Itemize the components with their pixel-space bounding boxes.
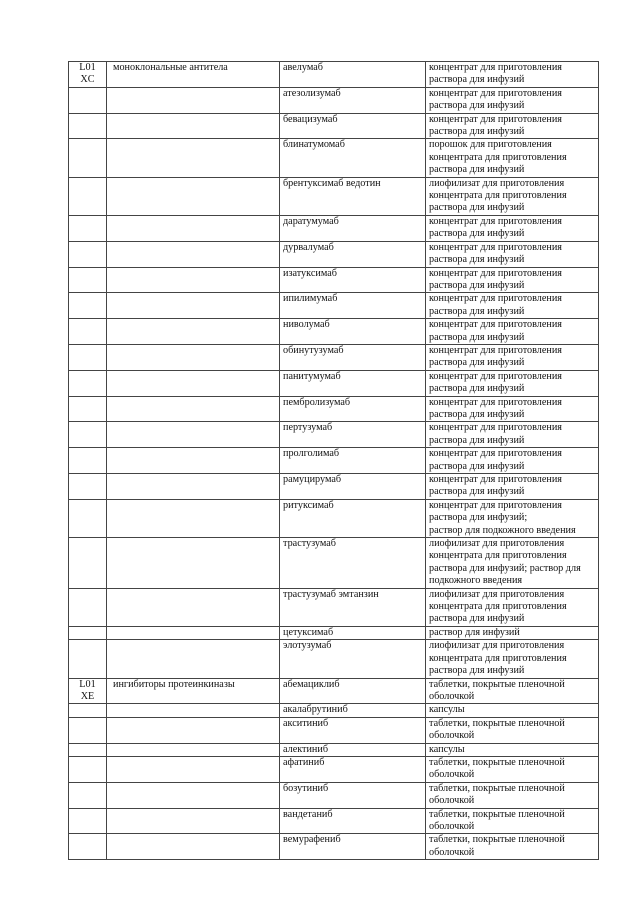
group-name-cell: [107, 808, 280, 834]
group-name-cell: [107, 834, 280, 860]
table-row: [69, 293, 599, 319]
atc-code-cell: L01 XC: [69, 62, 107, 88]
dosage-form-cell: капсулы: [426, 704, 599, 717]
drug-table-body: [69, 62, 599, 860]
drug-name-cell: акситиниб: [280, 717, 426, 743]
table-row: [69, 538, 599, 589]
dosage-form-cell: концентрат для приготовления раствора для инфузий: [426, 87, 599, 113]
table-row: [69, 678, 599, 704]
atc-code-cell: [69, 538, 107, 589]
atc-code-cell: [69, 293, 107, 319]
drug-table: [68, 61, 599, 860]
dosage-form-cell: лиофилизат для приготовления концентрата для приготовления раствора для инфузий: [426, 588, 599, 626]
atc-code-cell: [69, 448, 107, 474]
atc-code-cell: [69, 241, 107, 267]
table-row: [69, 215, 599, 241]
drug-name-cell: даратумумаб: [280, 215, 426, 241]
table-row: [69, 139, 599, 177]
table-row: [69, 62, 599, 88]
drug-name-cell: пролголимаб: [280, 448, 426, 474]
group-name-cell: [107, 499, 280, 537]
table-row: [69, 448, 599, 474]
dosage-form-cell: концентрат для приготовления раствора для инфузий: [426, 319, 599, 345]
drug-name-cell: бозутиниб: [280, 782, 426, 808]
table-row: [69, 319, 599, 345]
table-row: [69, 782, 599, 808]
table-row: [69, 756, 599, 782]
group-name-cell: [107, 267, 280, 293]
dosage-form-cell: таблетки, покрытые пленочной оболочкой: [426, 782, 599, 808]
dosage-form-cell: концентрат для приготовления раствора для инфузий: [426, 267, 599, 293]
group-name-cell: [107, 743, 280, 756]
dosage-form-cell: таблетки, покрытые пленочной оболочкой: [426, 717, 599, 743]
drug-name-cell: рамуцирумаб: [280, 474, 426, 500]
group-name-cell: [107, 640, 280, 678]
atc-code-cell: [69, 743, 107, 756]
table-row: [69, 834, 599, 860]
atc-code-cell: [69, 808, 107, 834]
dosage-form-cell: раствор для инфузий: [426, 626, 599, 639]
dosage-form-cell: таблетки, покрытые пленочной оболочкой: [426, 678, 599, 704]
dosage-form-cell: концентрат для приготовления раствора для инфузий: [426, 293, 599, 319]
group-name-cell: [107, 422, 280, 448]
drug-name-cell: ипилимумаб: [280, 293, 426, 319]
table-row: [69, 344, 599, 370]
dosage-form-cell: порошок для приготовления концентрата для приготовления раствора для инфузий: [426, 139, 599, 177]
dosage-form-cell: концентрат для приготовления раствора для инфузий: [426, 422, 599, 448]
group-name-cell: [107, 704, 280, 717]
drug-name-cell: дурвалумаб: [280, 241, 426, 267]
atc-code-cell: [69, 499, 107, 537]
table-row: [69, 177, 599, 215]
atc-code-cell: [69, 834, 107, 860]
group-name-cell: [107, 588, 280, 626]
dosage-form-cell: концентрат для приготовления раствора для инфузий: [426, 448, 599, 474]
atc-code-cell: [69, 113, 107, 139]
table-row: [69, 704, 599, 717]
atc-code-cell: [69, 319, 107, 345]
group-name-cell: [107, 87, 280, 113]
table-row: [69, 267, 599, 293]
group-name-cell: [107, 344, 280, 370]
atc-code-cell: [69, 422, 107, 448]
dosage-form-cell: концентрат для приготовления раствора для инфузий: [426, 215, 599, 241]
group-name-cell: [107, 113, 280, 139]
group-name-cell: [107, 538, 280, 589]
dosage-form-cell: концентрат для приготовления раствора для инфузий: [426, 396, 599, 422]
atc-code-cell: [69, 640, 107, 678]
drug-name-cell: трастузумаб: [280, 538, 426, 589]
dosage-form-cell: концентрат для приготовления раствора для инфузий: [426, 344, 599, 370]
group-name-cell: [107, 241, 280, 267]
atc-code-cell: [69, 717, 107, 743]
group-name-cell: [107, 756, 280, 782]
drug-name-cell: трастузумаб эмтанзин: [280, 588, 426, 626]
table-row: [69, 499, 599, 537]
dosage-form-cell: концентрат для приготовления раствора для инфузий: [426, 241, 599, 267]
drug-name-cell: авелумаб: [280, 62, 426, 88]
group-name-cell: [107, 177, 280, 215]
atc-code-cell: [69, 215, 107, 241]
table-row: [69, 87, 599, 113]
dosage-form-cell: лиофилизат для приготовления концентрата для приготовления раствора для инфузий; раствор для подкожного введения: [426, 538, 599, 589]
drug-name-cell: элотузумаб: [280, 640, 426, 678]
drug-name-cell: изатуксимаб: [280, 267, 426, 293]
group-name-cell: [107, 474, 280, 500]
table-row: [69, 396, 599, 422]
drug-name-cell: ниволумаб: [280, 319, 426, 345]
atc-code-cell: [69, 626, 107, 639]
dosage-form-cell: лиофилизат для приготовления концентрата для приготовления раствора для инфузий: [426, 177, 599, 215]
drug-name-cell: вандетаниб: [280, 808, 426, 834]
atc-code-cell: [69, 396, 107, 422]
table-row: [69, 241, 599, 267]
atc-code-cell: [69, 267, 107, 293]
dosage-form-cell: концентрат для приготовления раствора для инфузий: [426, 370, 599, 396]
drug-name-cell: атезолизумаб: [280, 87, 426, 113]
group-name-cell: [107, 319, 280, 345]
dosage-form-cell: концентрат для приготовления раствора для инфузий: [426, 113, 599, 139]
drug-name-cell: цетуксимаб: [280, 626, 426, 639]
table-row: [69, 113, 599, 139]
table-row: [69, 743, 599, 756]
table-row: [69, 640, 599, 678]
atc-code-cell: [69, 370, 107, 396]
dosage-form-cell: таблетки, покрытые пленочной оболочкой: [426, 834, 599, 860]
group-name-cell: моноклональные антитела: [107, 62, 280, 88]
drug-name-cell: панитумумаб: [280, 370, 426, 396]
atc-code-cell: [69, 139, 107, 177]
drug-name-cell: вемурафениб: [280, 834, 426, 860]
dosage-form-cell: концентрат для приготовления раствора для инфузий: [426, 474, 599, 500]
dosage-form-cell: лиофилизат для приготовления концентрата для приготовления раствора для инфузий: [426, 640, 599, 678]
group-name-cell: [107, 370, 280, 396]
group-name-cell: [107, 139, 280, 177]
drug-name-cell: акалабрутиниб: [280, 704, 426, 717]
group-name-cell: [107, 448, 280, 474]
atc-code-cell: [69, 474, 107, 500]
drug-name-cell: обинутузумаб: [280, 344, 426, 370]
atc-code-cell: [69, 782, 107, 808]
group-name-cell: [107, 215, 280, 241]
drug-name-cell: афатиниб: [280, 756, 426, 782]
atc-code-cell: [69, 344, 107, 370]
drug-name-cell: бевацизумаб: [280, 113, 426, 139]
dosage-form-cell: концентрат для приготовления раствора для инфузий: [426, 62, 599, 88]
atc-code-cell: [69, 756, 107, 782]
table-row: [69, 370, 599, 396]
drug-name-cell: брентуксимаб ведотин: [280, 177, 426, 215]
atc-code-cell: L01 XE: [69, 678, 107, 704]
group-name-cell: [107, 717, 280, 743]
dosage-form-cell: таблетки, покрытые пленочной оболочкой: [426, 808, 599, 834]
drug-name-cell: блинатумомаб: [280, 139, 426, 177]
table-row: [69, 588, 599, 626]
table-row: [69, 626, 599, 639]
table-row: [69, 717, 599, 743]
drug-name-cell: пертузумаб: [280, 422, 426, 448]
drug-name-cell: пембролизумаб: [280, 396, 426, 422]
table-row: [69, 474, 599, 500]
drug-name-cell: ритуксимаб: [280, 499, 426, 537]
group-name-cell: [107, 293, 280, 319]
atc-code-cell: [69, 177, 107, 215]
drug-name-cell: алектиниб: [280, 743, 426, 756]
table-row: [69, 808, 599, 834]
group-name-cell: [107, 396, 280, 422]
atc-code-cell: [69, 87, 107, 113]
group-name-cell: [107, 782, 280, 808]
atc-code-cell: [69, 588, 107, 626]
group-name-cell: [107, 626, 280, 639]
atc-code-cell: [69, 704, 107, 717]
dosage-form-cell: концентрат для приготовления раствора для инфузий; раствор для подкожного введения: [426, 499, 599, 537]
dosage-form-cell: таблетки, покрытые пленочной оболочкой: [426, 756, 599, 782]
drug-name-cell: абемациклиб: [280, 678, 426, 704]
table-row: [69, 422, 599, 448]
group-name-cell: ингибиторы протеинкиназы: [107, 678, 280, 704]
dosage-form-cell: капсулы: [426, 743, 599, 756]
